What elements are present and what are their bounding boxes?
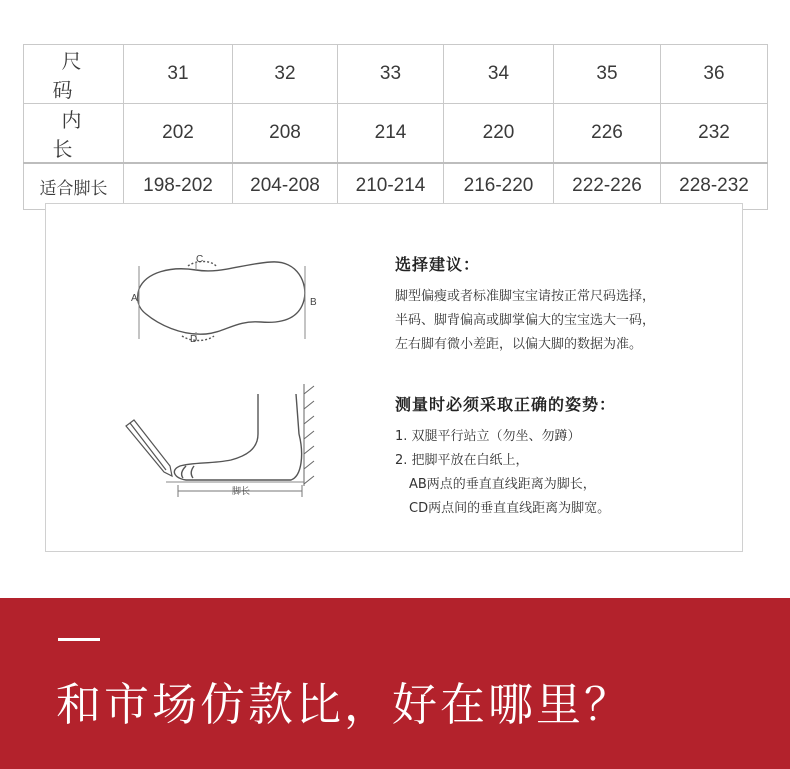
cell: 35 xyxy=(554,45,661,104)
advice-title: 选择建议： xyxy=(395,255,481,274)
advice-text xyxy=(395,285,655,357)
footprint-outline-icon xyxy=(138,262,305,341)
wall-icon xyxy=(304,384,314,486)
measure-line: 1. 双腿平行站立（勿坐、勿蹲） xyxy=(395,429,581,444)
row-label-inner-length: 内长 xyxy=(24,104,124,164)
cell: 34 xyxy=(444,45,554,104)
row-label-size: 尺码 xyxy=(24,45,124,104)
cell: 222-226 xyxy=(554,163,661,209)
cell: 33 xyxy=(338,45,444,104)
measurement-guide xyxy=(45,203,743,552)
cell: 31 xyxy=(124,45,233,104)
cell: 208 xyxy=(233,104,338,164)
cell: 214 xyxy=(338,104,444,164)
advice-line: 半码、脚背偏高或脚掌偏大的宝宝选大一码， xyxy=(395,313,656,328)
measure-block xyxy=(395,392,616,521)
red-banner xyxy=(0,598,790,769)
cell: 226 xyxy=(554,104,661,164)
foot-diagram xyxy=(46,204,346,553)
cell: 220 xyxy=(444,104,554,164)
cell: 32 xyxy=(233,45,338,104)
cell: 232 xyxy=(661,104,768,164)
size-table xyxy=(23,44,768,210)
measure-line: 2. 把脚平放在白纸上， xyxy=(395,453,529,468)
cell: 228-232 xyxy=(661,163,768,209)
cell: 36 xyxy=(661,45,768,104)
measure-text xyxy=(395,425,616,521)
advice-block xyxy=(395,252,655,357)
cell: 216-220 xyxy=(444,163,554,209)
banner-slogan: 和市场仿款比，好在哪里？ xyxy=(56,678,633,731)
row-label-foot-length: 适合脚长 xyxy=(24,163,124,209)
foot-side-icon xyxy=(174,394,301,480)
advice-line: 左右脚有微小差距，以偏大脚的数据为准。 xyxy=(395,337,643,352)
point-c-label: C xyxy=(196,254,204,265)
point-d-label: D xyxy=(190,334,198,345)
measure-title: 测量时必须采取正确的姿势： xyxy=(395,395,617,414)
cell: 210-214 xyxy=(338,163,444,209)
advice-line: 脚型偏瘦或者标准脚宝宝请按正常尺码选择， xyxy=(395,289,656,304)
cell: 198-202 xyxy=(124,163,233,209)
foot-length-label: 脚长 xyxy=(232,487,251,497)
cell: 202 xyxy=(124,104,233,164)
inner-length-row xyxy=(24,104,768,164)
size-row xyxy=(24,45,768,104)
measure-line: CD两点间的垂直直线距离为脚宽。 xyxy=(409,501,611,516)
cell: 204-208 xyxy=(233,163,338,209)
point-a-label: A xyxy=(131,293,138,304)
point-b-label: B xyxy=(310,297,317,308)
measure-line: AB两点的垂直直线距离为脚长， xyxy=(409,477,596,492)
pencil-icon xyxy=(126,420,172,476)
banner-dash xyxy=(58,638,100,641)
